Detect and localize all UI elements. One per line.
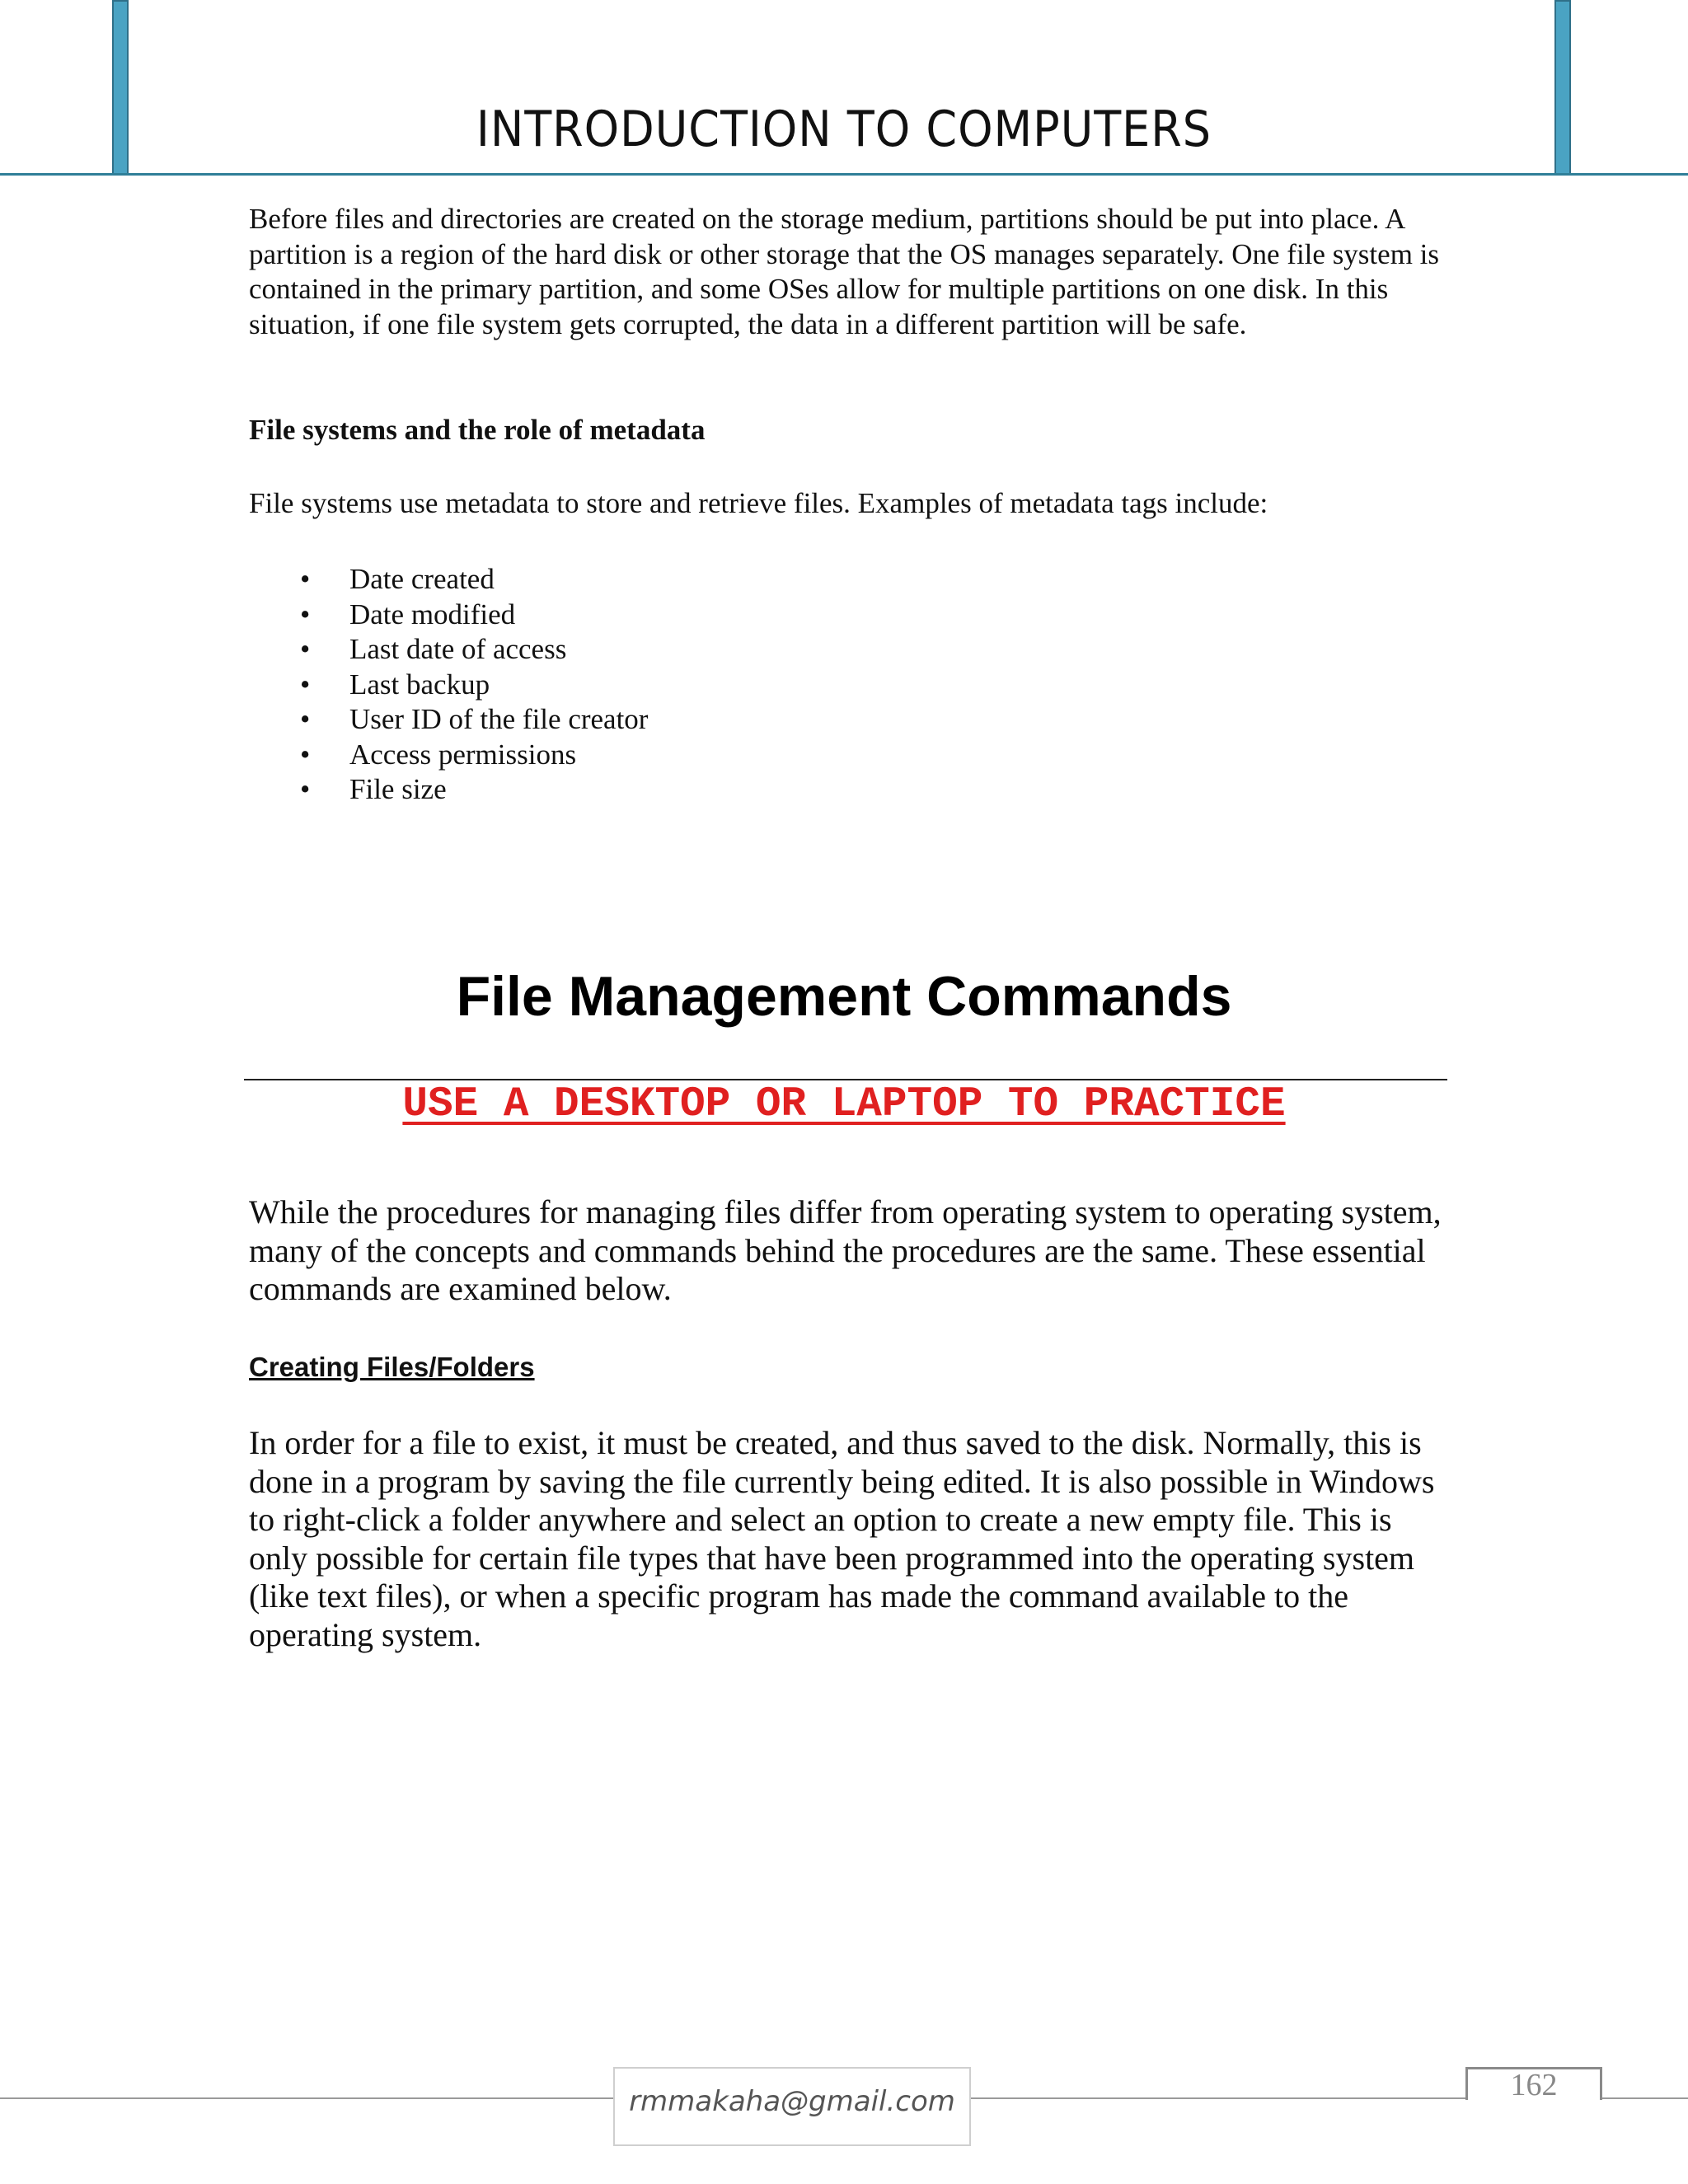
bullet-icon: • bbox=[300, 563, 311, 595]
metadata-lead-block bbox=[249, 486, 1444, 522]
commands-intro-block bbox=[249, 1193, 1444, 1309]
footer-email: rmmakaha@gmail.com bbox=[613, 2067, 971, 2146]
intro-paragraph: Before files and directories are created on the storage medium, partitions should be put into place. A partition is a region of the hard disk or other storage that the OS manages separately. One file system is contained in the primary partition, and some OSes allow for multiple partitions on one disk. In this situation, if one file system gets corrupted, the data in a different partition will be safe. bbox=[249, 203, 1440, 340]
metadata-heading-block bbox=[249, 414, 1444, 447]
bullet-icon: • bbox=[300, 668, 311, 701]
footer-rule-far bbox=[1601, 2097, 1688, 2099]
page-number: 162 bbox=[1465, 2067, 1602, 2100]
intro-block bbox=[249, 202, 1444, 342]
metadata-lead: File systems use metadata to store and retrieve files. Examples of metadata tags include: bbox=[249, 487, 1268, 519]
bullet-icon: • bbox=[300, 773, 311, 805]
metadata-list bbox=[293, 562, 648, 808]
practice-note: USE A DESKTOP OR LAPTOP TO PRACTICE bbox=[402, 1081, 1286, 1128]
bullet-icon: • bbox=[300, 738, 311, 771]
footer-rule-right bbox=[971, 2097, 1465, 2099]
footer-rule-left bbox=[0, 2097, 615, 2099]
list-item: • Access permissions bbox=[293, 738, 648, 773]
section-title: File Management Commands bbox=[456, 965, 1232, 1028]
creating-heading-block bbox=[249, 1352, 1444, 1383]
section-title-rule bbox=[244, 1079, 1447, 1080]
commands-intro-paragraph: While the procedures for managing files differ from operating system to operating system, many of the concepts and commands behind the procedures are the same. These essential commands are examined below. bbox=[249, 1193, 1442, 1307]
list-item: • Last date of access bbox=[293, 632, 648, 668]
running-header-title: INTRODUCTION TO COMPUTERS bbox=[476, 101, 1212, 158]
list-item: • User ID of the file creator bbox=[293, 702, 648, 738]
header-rule bbox=[0, 173, 1688, 176]
bullet-icon: • bbox=[300, 598, 311, 630]
creating-files-heading: Creating Files/Folders bbox=[249, 1352, 535, 1382]
bullet-icon: • bbox=[300, 703, 311, 735]
bullet-icon: • bbox=[300, 633, 311, 665]
list-item: • Date created bbox=[293, 562, 648, 598]
creating-files-paragraph: In order for a file to exist, it must be created, and thus saved to the disk. Normally, this is done in a program by saving the file currently being edited. It is also possible in Windows to right-click a folder anywhere and select an option to create a new empty file. This is only possible for certain file types that have been programmed into the operating system (like text files), or when a specific program has made the command available to the operating system. bbox=[249, 1424, 1435, 1653]
metadata-heading: File systems and the role of metadata bbox=[249, 414, 706, 446]
list-item: • Date modified bbox=[293, 598, 648, 633]
creating-text-block bbox=[249, 1424, 1444, 1654]
list-item: • File size bbox=[293, 772, 648, 808]
list-item: • Last backup bbox=[293, 668, 648, 703]
